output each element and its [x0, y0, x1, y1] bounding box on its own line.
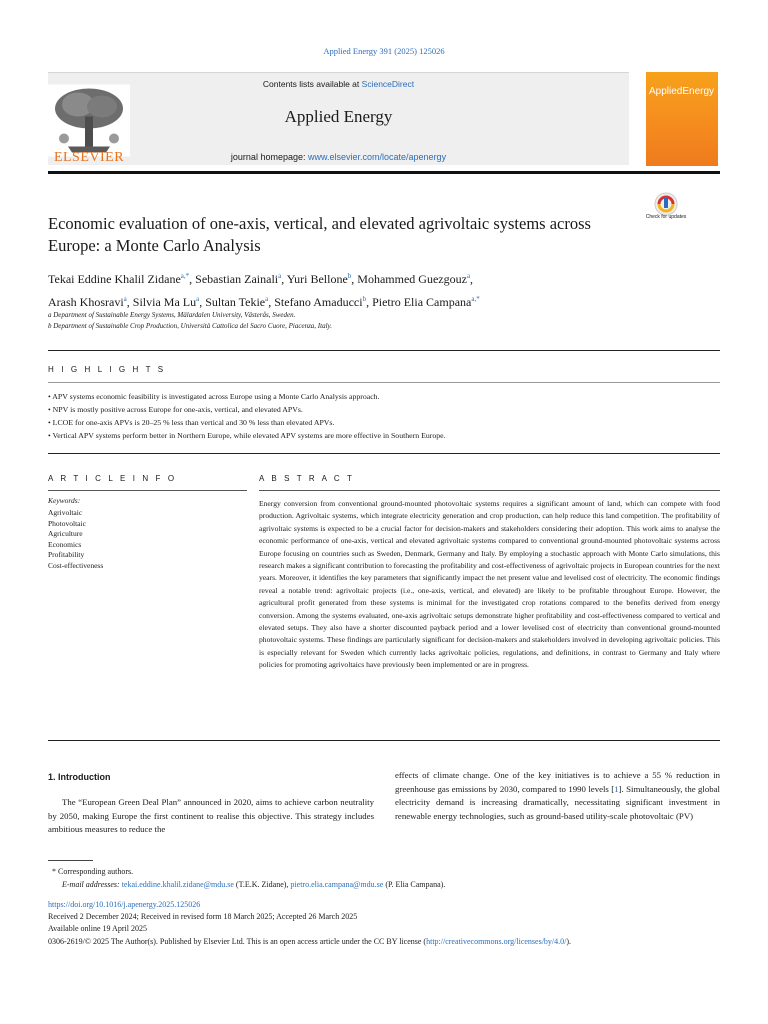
author-separator: ,: [281, 272, 287, 286]
highlight-item: • Vertical APV systems perform better in Northern Europe, while elevated APV systems are more effective in Southern Europe.: [48, 431, 446, 440]
homepage-prefix: journal homepage:: [230, 152, 306, 162]
article-info-heading: A R T I C L E I N F O: [48, 474, 177, 483]
highlight-item: • NPV is mostly positive across Europe for one-axis, vertical, and elevated APVs.: [48, 405, 303, 414]
journal-homepage-line: [48, 152, 629, 162]
license-text: ).: [566, 937, 572, 946]
abstract-bottom-rule: [48, 740, 720, 741]
abstract-sub-rule: [259, 490, 720, 491]
license-statement: [48, 936, 728, 947]
citation-link[interactable]: 1: [614, 783, 619, 794]
sciencedirect-link[interactable]: ScienceDirect: [361, 79, 415, 89]
license-link[interactable]: http://creativecommons.org/licenses/by/4.0/: [426, 937, 567, 946]
author-separator: ,: [268, 295, 275, 309]
author-affiliation-mark[interactable]: a: [123, 295, 127, 303]
highlights-top-rule: [48, 350, 720, 351]
highlight-item: • LCOE for one-axis APVs is 20–25 % less than vertical and 30 % less than elevated APVs.: [48, 418, 335, 427]
email-link[interactable]: pietro.elia.campana@mdu.se: [290, 880, 384, 889]
author-name: Tekai Eddine Khalil Zidane: [48, 272, 181, 286]
introduction-heading: 1. Introduction: [48, 772, 111, 782]
author-affiliation-mark[interactable]: a: [196, 295, 200, 303]
article-info-top-rule: [48, 453, 720, 454]
introduction-paragraph-right: [395, 769, 720, 823]
keyword: Cost-effectiveness: [48, 560, 104, 570]
keyword: Photovoltaic: [48, 518, 86, 528]
highlights-heading: H I G H L I G H T S: [48, 365, 166, 374]
author-separator: ,: [351, 272, 358, 286]
publisher-wordmark: ELSEVIER: [53, 150, 125, 165]
keywords-label: Keywords:: [48, 496, 81, 505]
author-affiliation-mark[interactable]: b: [347, 272, 352, 280]
author-separator: ,: [126, 295, 133, 309]
footnote-rule: [48, 860, 93, 861]
intro-text: effects of climate change. One of the key initiatives is to achieve a 55 % reduction in greenhouse gas emissions by 2030, compared to 1990 levels [: [395, 770, 720, 794]
author-name: Yuri Bellone: [286, 272, 348, 286]
author-line-2: [48, 289, 688, 312]
highlight-item: • APV systems economic feasibility is investigated across Europe using a Monte Carlo Analysis approach.: [48, 392, 380, 401]
homepage-link[interactable]: www.elsevier.com/locate/apenergy: [308, 152, 447, 162]
keywords-list: [48, 508, 103, 571]
keyword: Profitability: [48, 550, 85, 559]
article-title: Economic evaluation of one-axis, vertical, and elevated agrivoltaic systems across Europe: a Monte Carlo Analysis: [48, 214, 591, 255]
corresponding-authors-note: * Corresponding authors.: [52, 867, 134, 876]
cover-title: AppliedEnergy: [649, 86, 715, 97]
introduction-paragraph-left: The “European Green Deal Plan” announced in 2020, aims to achieve carbon neutrality by 2050, making Europe the first continent to realise this objective. This strategy includes ambitious measures to reduce the: [48, 797, 374, 834]
author-name: Mohammed Guezgouz: [357, 272, 467, 286]
author-affiliation-mark[interactable]: a: [466, 272, 471, 280]
affiliation-a: a Department of Sustainable Energy Systems, Mälardalen University, Västerås, Sweden.: [48, 311, 296, 319]
intro-text: ]. Simultaneously, the global electricity demand is increasing dramatically, necessitating significant investment in renewable energy technologies, such as ground-based utility-scale photovoltaic (PV): [395, 783, 721, 821]
check-for-updates-label: Check for updates: [645, 214, 687, 220]
journal-reference-link[interactable]: Applied Energy 391 (2025) 125026: [323, 46, 445, 56]
author-affiliation-mark[interactable]: a: [278, 272, 282, 280]
license-text: 0306-2619/© 2025 The Author(s). Published by Elsevier Ltd. This is an open access article under the CC BY license (: [48, 937, 427, 946]
author-line-1: [48, 266, 688, 289]
author-separator: ,: [189, 272, 196, 286]
header-rule: [48, 171, 720, 174]
abstract-heading: A B S T R A C T: [259, 474, 355, 483]
journal-title: Applied Energy: [284, 107, 393, 126]
abstract-text: Energy conversion from conventional ground-mounted photovoltaic systems requires a significant amount of land, which can compete with food production. Agrivoltaic systems, which integrate electricity generation and crop production, can help reduce this land competition. The profitability of agrivoltaic systems is expected to be a crucial factor for decision-makers and stakeholders considering their adoption. This work aims to analyse the economic performance of one-axis, vertical and elevated agrivoltaic systems compared to conventional ground-mounted photovoltaic systems across Europe focusing on countries such as Sweden, Denmark, Germany and Italy. By employing a stochastic approach with Monte Carlo simulations, this research makes a significant contribution to forecasting the profitability and cost-effectiveness of agrivoltaic projects in European countries for the next years. Moreover, it identifies the key parameters that significantly impact the net present value and levelised cost of electricity. The economic findings reveal a notable trend: agrivoltaic projects (i.e., one-axis, vertical, and elevated) are likely to be profitable throughout Europe. However, the agricultural profit generated from these systems is minimal for the investigated crop rotations compared to the benefits derived from energy conversion. Among the systems evaluated, one-axis agrivoltaic setups demonstrate higher profitability and cost-effectiveness compared to vertical and elevated setups. They also have a shorter discounted payback period and a lower levelised cost of electricity than conventional ground-mounted photovoltaic systems. These findings are particularly significant for decision-makers and stakeholders involved in developing agrivoltaic policies. This is especially relevant for Sweden which currently lacks agrivoltaic policies, regulations, and definitions, in contrast to Germany and Italy where policies for promoting agrivoltaics have previously been implemented or are in progress.: [259, 499, 720, 670]
author-separator: ,: [470, 272, 474, 286]
author-affiliation-mark[interactable]: a,*: [471, 295, 480, 303]
email-owner: (T.E.K. Zidane),: [233, 880, 291, 889]
keyword: Agrivoltaic: [48, 508, 83, 517]
highlights-list: [48, 390, 720, 442]
article-info-sub-rule: [48, 490, 247, 491]
email-owner: (P. Elia Campana).: [383, 880, 446, 889]
author-name: Silvia Ma Lu: [132, 295, 197, 309]
keyword: Agriculture: [48, 529, 83, 538]
author-name: Sultan Tekie: [205, 295, 266, 309]
contents-line: [48, 79, 629, 89]
check-for-updates-icon[interactable]: [648, 191, 684, 227]
doi-link[interactable]: https://doi.org/10.1016/j.apenergy.2025.125026: [48, 900, 201, 909]
email-addresses: [62, 879, 762, 890]
author-affiliation-mark[interactable]: a: [265, 295, 269, 303]
email-link[interactable]: tekai.eddine.khalil.zidane@mdu.se: [121, 880, 234, 889]
contents-prefix: Contents lists available at: [262, 79, 360, 89]
author-affiliation-mark[interactable]: b: [362, 295, 367, 303]
received-dates: Received 2 December 2024; Received in revised form 18 March 2025; Accepted 26 March 2025: [48, 912, 358, 921]
author-name: Sebastian Zainali: [195, 272, 279, 286]
author-name: Stefano Amaducci: [274, 295, 363, 309]
online-date: Available online 19 April 2025: [48, 924, 147, 933]
author-name: Arash Khosravi: [48, 295, 124, 309]
email-label: E-mail addresses:: [62, 880, 120, 889]
author-name: Pietro Elia Campana: [372, 295, 472, 309]
author-separator: ,: [199, 295, 206, 309]
affiliation-b: b Department of Sustainable Crop Production, Università Cattolica del Sacro Cuore, Piacenza, Italy.: [48, 322, 332, 330]
highlights-sub-rule: [48, 382, 720, 383]
author-separator: ,: [366, 295, 373, 309]
keyword: Economics: [48, 539, 82, 549]
author-affiliation-mark[interactable]: a,*: [180, 272, 190, 280]
author-list: [48, 266, 688, 312]
